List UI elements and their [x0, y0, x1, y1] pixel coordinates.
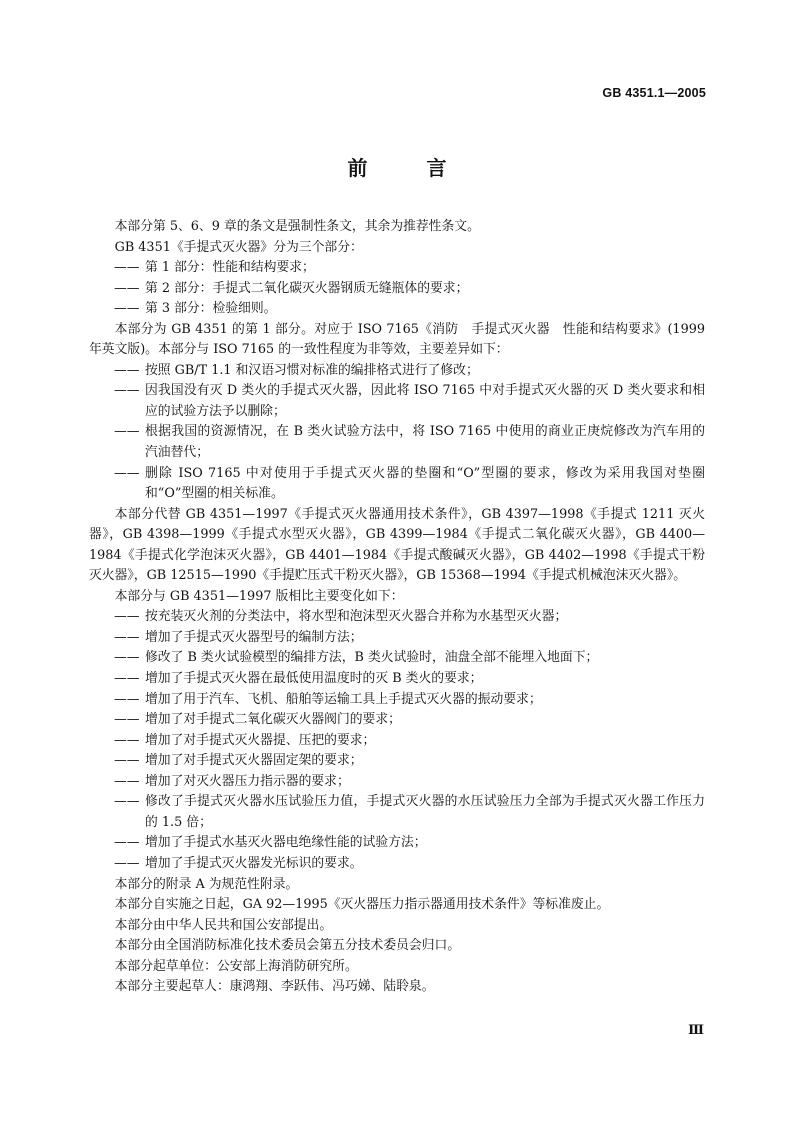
- list-item: [89, 279, 705, 300]
- list-item: [89, 258, 705, 279]
- em-dash-bullet: ——: [114, 855, 140, 871]
- em-dash-bullet: ——: [114, 301, 140, 317]
- list-item: [89, 833, 705, 854]
- list-item-text: 增加了对手提式灭火器提、压把的要求；: [145, 732, 376, 748]
- list-item-text: 增加了对灭火器压力指示器的要求；: [145, 773, 350, 789]
- list-item-text: 增加了对手提式二氧化碳灭火器阀门的要求；: [145, 712, 401, 728]
- em-dash-bullet: ——: [114, 753, 140, 769]
- em-dash-bullet: ——: [114, 732, 140, 748]
- list-item: [89, 854, 705, 875]
- list-item-text: 第 2 部分：手提式二氧化碳灭火器钢质无缝瓶体的要求；: [145, 280, 469, 296]
- paragraph: 本部分代替 GB 4351—1997《手提式灭火器通用技术条件》，GB 4397—1998《手提式 1211 灭火器》，GB 4398—1999《手提式水型灭火器》，GB 4399—1984《手提式二氧化碳灭火器》，GB 4400—1984《手提式化学泡沫灭火器》，GB 4401—1984《手提式酸碱灭火器》，GB 4402—1998《手提式干粉灭火器》，GB 12515—1990《手提贮压式干粉灭火器》，GB 15368—1994《手提式机械泡沫灭火器》。: [89, 506, 705, 584]
- em-dash-bullet: ——: [114, 794, 140, 810]
- list-item: [89, 772, 705, 793]
- list-item-text: 增加了手提式水基灭火器电绝缘性能的试验方法；: [145, 835, 427, 851]
- paragraph: 本部分由全国消防标准化技术委员会第五分技术委员会归口。: [114, 938, 461, 954]
- paragraph: 本部分自实施之日起，GA 92—1995《灭火器压力指示器通用技术条件》等标准废止。: [114, 897, 610, 913]
- list-item: [89, 607, 705, 628]
- em-dash-bullet: ——: [114, 280, 140, 296]
- em-dash-bullet: ——: [114, 650, 140, 666]
- page-number: Ⅲ: [688, 1022, 704, 1037]
- paragraph: 本部分由中华人民共和国公安部提出。: [114, 917, 333, 933]
- list-item: [89, 792, 705, 833]
- paragraph: 本部分主要起草人：康鸿翔、李跃伟、冯巧娣、陆聆泉。: [114, 979, 435, 995]
- list-item-text: 按照 GB/T 1.1 和汉语习惯对标准的编排格式进行了修改；: [145, 362, 479, 378]
- list-item: [89, 690, 705, 711]
- em-dash-bullet: ——: [114, 691, 140, 707]
- em-dash-bullet: ——: [114, 383, 140, 399]
- list-item-text: 删除 ISO 7165 中对使用于手提式灭火器的垫圈和“O”型圈的要求，修改为采用我国对垫圈和“O”型圈的相关标准。: [145, 465, 705, 502]
- list-item-text: 增加了手提式灭火器在最低使用温度时的灭 B 类火的要求；: [145, 671, 483, 687]
- standard-code: GB 4351.1—2005: [602, 86, 706, 100]
- list-item: [89, 731, 705, 752]
- list-item: [89, 422, 705, 463]
- paragraph: 本部分起草单位：公安部上海消防研究所。: [114, 958, 358, 974]
- em-dash-bullet: ——: [114, 424, 140, 440]
- em-dash-bullet: ——: [114, 465, 140, 481]
- list-item-text: 增加了手提式灭火器型号的编制方法；: [145, 629, 363, 645]
- list-item-text: 增加了对手提式灭火器固定架的要求；: [145, 753, 363, 769]
- list-item: [89, 299, 705, 320]
- em-dash-bullet: ——: [114, 712, 140, 728]
- em-dash-bullet: ——: [114, 362, 140, 378]
- paragraph: 本部分的附录 A 为规范性附录。: [114, 876, 299, 892]
- list-item-text: 增加了用于汽车、飞机、船舶等运输工具上手提式灭火器的振动要求；: [145, 691, 542, 707]
- paragraph: 本部分为 GB 4351 的第 1 部分。对应于 ISO 7165《消防 手提式灭火器 性能和结构要求》(1999 年英文版)。本部分与 ISO 7165 的一致性程度为非等效，主要差异如下：: [89, 321, 705, 358]
- list-item-text: 修改了 B 类火试验模型的编排方法，B 类火试验时，油盘全部不能埋入地面下；: [145, 650, 599, 666]
- list-item-text: 第 3 部分：检验细则。: [145, 301, 277, 317]
- page-title: 前 言: [347, 156, 473, 180]
- list-item-text: 修改了手提式灭火器水压试验压力值，手提式灭火器的水压试验压力全部为手提式灭火器工作压力的 1.5 倍；: [145, 794, 705, 830]
- list-item: [89, 628, 705, 649]
- list-item: [89, 710, 705, 731]
- document-body: [89, 217, 705, 998]
- paragraph: GB 4351《手提式灭火器》分为三个部分：: [114, 239, 363, 255]
- em-dash-bullet: ——: [114, 629, 140, 645]
- list-item-text: 增加了手提式灭火器发光标识的要求。: [145, 855, 363, 871]
- em-dash-bullet: ——: [114, 609, 140, 625]
- em-dash-bullet: ——: [114, 773, 140, 789]
- em-dash-bullet: ——: [114, 671, 140, 687]
- paragraph: 本部分与 GB 4351—1997 版相比主要变化如下：: [114, 588, 404, 604]
- list-item-text: 按充装灭火剂的分类法中，将水型和泡沫型灭火器合并称为水基型灭火器；: [145, 609, 568, 625]
- list-item: [89, 464, 705, 505]
- list-item: [89, 648, 705, 669]
- list-item-text: 根据我国的资源情况，在 B 类火试验方法中，将 ISO 7165 中使用的商业正庚烷修改为汽车用的汽油替代；: [145, 424, 705, 461]
- list-item: [89, 381, 705, 422]
- list-item: [89, 669, 705, 690]
- list-item: [89, 751, 705, 772]
- list-item-text: 第 1 部分：性能和结构要求；: [145, 260, 315, 276]
- em-dash-bullet: ——: [114, 260, 140, 276]
- list-item: [89, 361, 705, 382]
- paragraph: 本部分第 5、6、9 章的条文是强制性条文，其余为推荐性条文。: [114, 219, 480, 234]
- em-dash-bullet: ——: [114, 835, 140, 851]
- list-item-text: 因我国没有灭 D 类火的手提式灭火器，因此将 ISO 7165 中对手提式灭火器的灭 D 类火要求和相应的试验方法予以删除；: [145, 383, 705, 419]
